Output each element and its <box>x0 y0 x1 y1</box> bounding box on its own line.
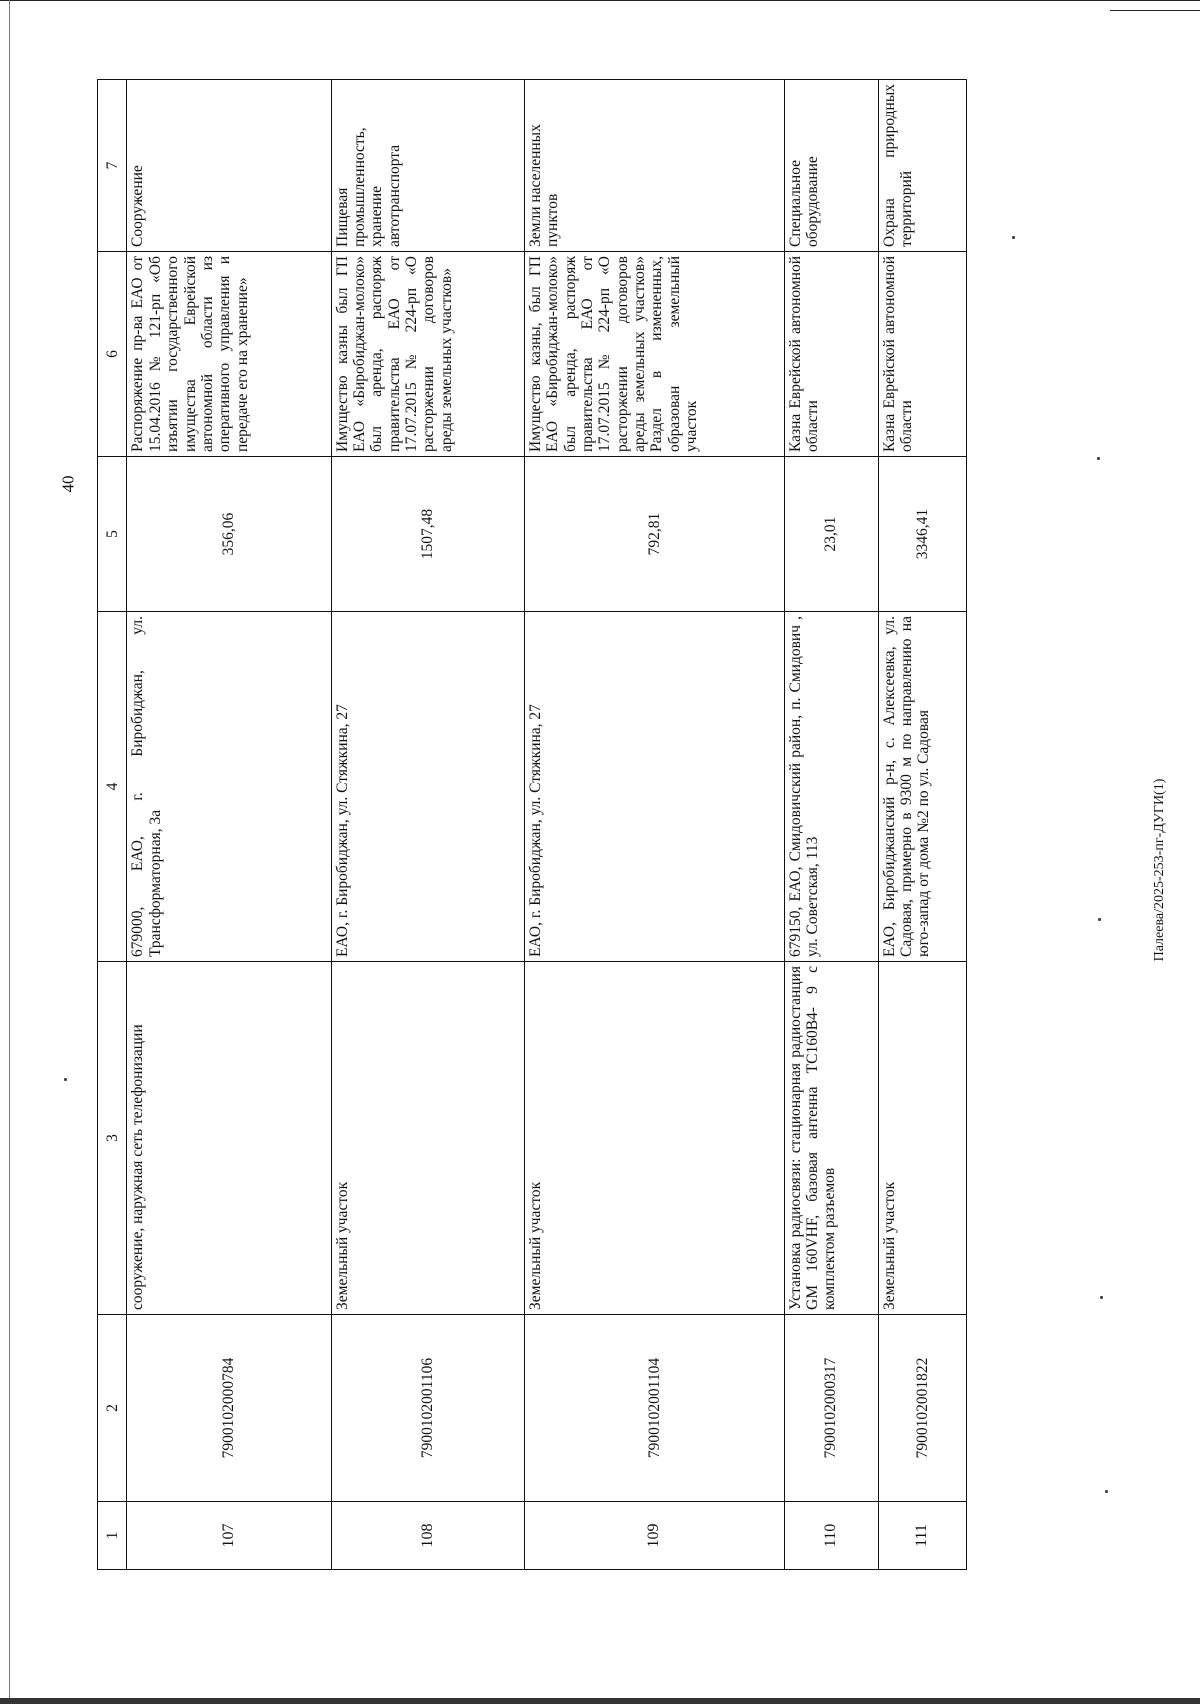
object-name: сооружение, наружная сеть телефонизации <box>127 962 331 1315</box>
object-name: Земельный участок <box>878 962 966 1315</box>
object-address: 679000, ЕАО, г. Биробиджан, ул. Трансформаторная, 3а <box>127 612 331 962</box>
object-address: 679150, ЕАО, Смидовичский район, п. Смидович , ул. Советская, 113 <box>784 612 878 962</box>
ownership-basis: Распоряжение пр-ва ЕАО от 15.04.2016 № 121-рп «Об изъятии государственного имущества Еврейской автономной области из оперативного управления и передаче его на хранение» <box>127 252 331 457</box>
left-scan-edge <box>9 0 10 1704</box>
registry-number: 7900102001822 <box>878 1315 966 1502</box>
registry-number: 7900102000784 <box>127 1315 331 1502</box>
object-purpose: Пищевая промышленность, хранение автотранспорта <box>331 80 524 252</box>
ownership-basis: Имущество казны, был ГП ЕАО «Биробиджан-молоко» был аренда, распоряж правительства ЕАО от 17.07.2015 № 224-рп «О расторжении договоров ареды земельных участков» Раздел в измененных, образован земельный участок <box>524 252 784 457</box>
row-number: 111 <box>878 1502 966 1570</box>
table-row <box>331 80 524 1570</box>
top-scan-edge <box>0 0 1200 1</box>
object-address: ЕАО, г. Биробиджан, ул. Стяжкина, 27 <box>331 612 524 962</box>
top-right-mark <box>1110 10 1200 11</box>
property-register-table <box>97 79 967 1570</box>
row-number: 110 <box>784 1502 878 1570</box>
scan-speck <box>1098 918 1101 921</box>
column-header: 6 <box>98 252 127 457</box>
object-purpose: Специальное оборудование <box>784 80 878 252</box>
column-header: 4 <box>98 612 127 962</box>
ownership-basis: Имущество казны был ГП ЕАО «Биробиджан-молоко» был аренда, распоряж правительства ЕАО от 17.07.2015 № 224-рп «О расторжении договоров ареды земельных участков» <box>331 252 524 457</box>
column-header: 1 <box>98 1502 127 1570</box>
table-row <box>878 80 966 1570</box>
object-purpose: Земли населенных пунктов <box>524 80 784 252</box>
scan-speck <box>1097 457 1100 460</box>
column-number-row <box>98 80 127 1570</box>
document-footer-code: Палеева/2025-253-пг-ДУГИ(1) <box>1152 778 1167 962</box>
column-header: 5 <box>98 457 127 612</box>
object-address: ЕАО, Биробиджанский р-н, с. Алексеевка, ул. Садовая, примерно в 9300 м по направлению на юго-запад от дома №2 по ул. Садовая <box>878 612 966 962</box>
table-row <box>524 80 784 1570</box>
registry-number: 7900102000317 <box>784 1315 878 1502</box>
scan-speck <box>1100 1296 1103 1299</box>
scan-speck <box>64 1078 67 1081</box>
object-area: 792,81 <box>524 457 784 612</box>
object-address: ЕАО, г. Биробиджан, ул. Стяжкина, 27 <box>524 612 784 962</box>
registry-number: 7900102001106 <box>331 1315 524 1502</box>
column-header: 7 <box>98 80 127 252</box>
scan-speck <box>1105 1490 1108 1493</box>
ownership-basis: Казна Еврейской автономной области <box>784 252 878 457</box>
table-row <box>784 80 878 1570</box>
scan-speck <box>1012 236 1015 239</box>
bottom-scan-edge <box>0 1698 1200 1704</box>
register-table-wrapper <box>97 80 967 1570</box>
row-number: 108 <box>331 1502 524 1570</box>
object-purpose: Охрана природных территорий <box>878 80 966 252</box>
object-area: 3346,41 <box>878 457 966 612</box>
ownership-basis: Казна Еврейской автономной области <box>878 252 966 457</box>
object-name: Земельный участок <box>524 962 784 1315</box>
object-purpose: Сооружение <box>127 80 331 252</box>
object-area: 1507,48 <box>331 457 524 612</box>
object-area: 356,06 <box>127 457 331 612</box>
column-header: 3 <box>98 962 127 1315</box>
object-name: Земельный участок <box>331 962 524 1315</box>
row-number: 107 <box>127 1502 331 1570</box>
page-number: 40 <box>58 475 78 493</box>
row-number: 109 <box>524 1502 784 1570</box>
table-row <box>127 80 331 1570</box>
column-header: 2 <box>98 1315 127 1502</box>
object-area: 23,01 <box>784 457 878 612</box>
registry-number: 7900102001104 <box>524 1315 784 1502</box>
object-name: Установка радиосвязи: стационарная радиостанция GM 160VHF, базовая антенна TC160B4- 9 с комплектом разъемов <box>784 962 878 1315</box>
